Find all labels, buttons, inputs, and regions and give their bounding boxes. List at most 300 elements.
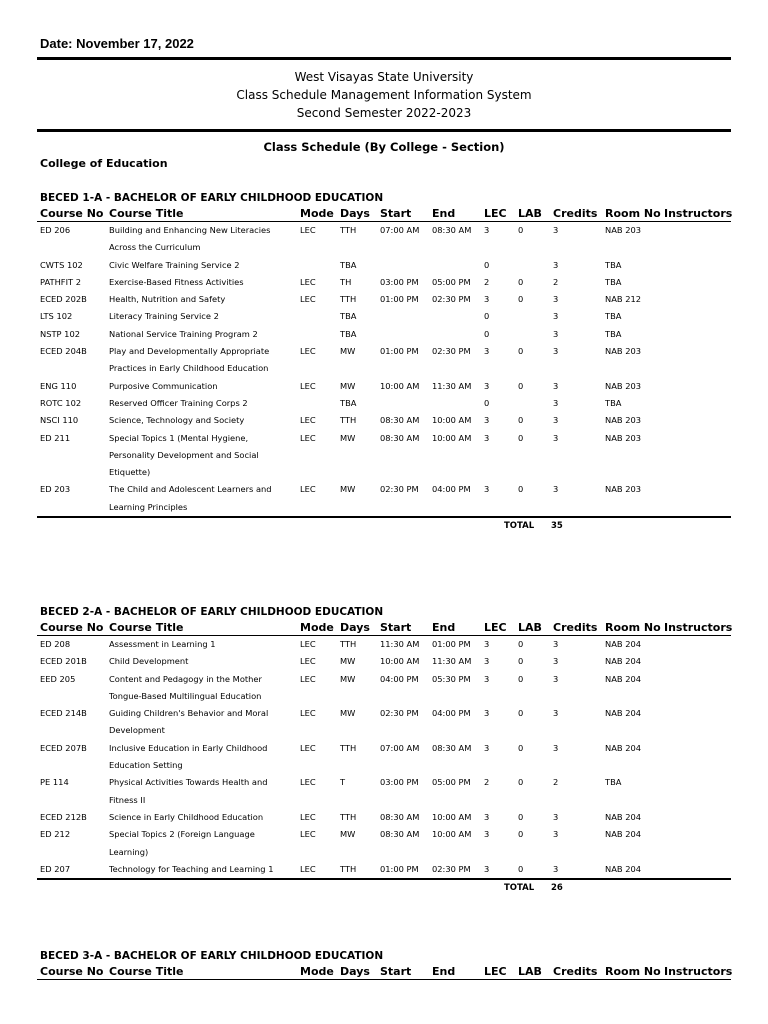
cell-course-title: Special Topics 2 (Foreign Language Learning) (109, 829, 255, 857)
column-header-course-no: Course No (37, 205, 106, 222)
cell-days: TTH (340, 742, 357, 753)
cell-instructors (661, 809, 731, 826)
cell-start: 08:30 AM (380, 811, 420, 822)
cell-days: TBA (340, 397, 357, 408)
total-credits: 26 (551, 883, 563, 894)
cell-days: TBA (340, 259, 357, 270)
cell-mode: LEC (300, 673, 316, 684)
cell-end: 10:00 AM (432, 811, 472, 822)
table-row (37, 705, 731, 740)
cell-course-title: National Service Training Program 2 (109, 328, 258, 339)
cell-course-no: ECED 212B (40, 811, 87, 822)
cell-days: MW (340, 484, 356, 495)
cell-mode: LEC (300, 294, 316, 305)
cell-end (429, 308, 481, 325)
column-header-start: Start (377, 205, 429, 222)
cell-room-no: NAB 204 (605, 639, 642, 649)
table-header-row (37, 963, 731, 980)
cell-end: 10:00 AM (432, 432, 472, 443)
cell-room-no: TBA (605, 259, 622, 270)
cell-credits: 3 (553, 415, 559, 426)
cell-lec: 3 (484, 863, 490, 874)
cell-end (429, 326, 481, 343)
cell-credits: 3 (553, 863, 559, 874)
table-row (37, 826, 731, 861)
cell-course-no: ECED 202B (40, 294, 87, 305)
cell-mode (297, 308, 337, 325)
cell-course-no: ECED 214B (40, 708, 87, 719)
cell-course-no: NSTP 102 (40, 328, 81, 339)
cell-instructors (661, 291, 731, 308)
cell-start (377, 308, 429, 325)
column-header-lec: LEC (481, 205, 515, 222)
cell-start (377, 395, 429, 412)
cell-course-no: ED 203 (40, 484, 71, 495)
cell-mode: LEC (300, 415, 316, 426)
cell-room-no: TBA (605, 397, 622, 408)
column-header-lab: LAB (515, 619, 550, 636)
cell-lec: 3 (484, 708, 490, 719)
cell-credits: 3 (553, 397, 559, 408)
cell-end: 11:30 AM (432, 656, 472, 667)
column-header-end: End (429, 619, 481, 636)
cell-lab: 0 (518, 708, 524, 719)
cell-instructors (661, 774, 731, 809)
cell-days: TTH (340, 639, 357, 649)
cell-end: 08:30 AM (432, 225, 472, 235)
cell-start: 02:30 PM (380, 708, 419, 719)
cell-course-title: Purposive Communication (109, 380, 218, 391)
column-header-credits: Credits (550, 619, 602, 636)
column-header-lec: LEC (481, 963, 515, 980)
cell-instructors (661, 740, 731, 775)
cell-mode: LEC (300, 811, 316, 822)
cell-end: 05:30 PM (432, 673, 471, 684)
cell-lec: 0 (484, 328, 490, 339)
cell-instructors (661, 343, 731, 378)
cell-course-title: Child Development (109, 656, 189, 667)
total-row (37, 518, 731, 536)
column-header-course-title: Course Title (106, 205, 297, 222)
cell-lab: 0 (518, 742, 524, 753)
cell-start (377, 326, 429, 343)
column-header-course-no: Course No (37, 963, 106, 980)
cell-room-no: NAB 203 (605, 225, 642, 235)
column-header-instructors: Instructors (661, 619, 731, 636)
column-header-room-no: Room No (602, 963, 661, 980)
cell-lec: 3 (484, 294, 490, 305)
cell-start: 08:30 AM (380, 829, 420, 840)
cell-course-no: EED 205 (40, 673, 76, 684)
cell-room-no: NAB 204 (605, 742, 642, 753)
cell-lec: 0 (484, 311, 490, 322)
cell-room-no: TBA (605, 777, 622, 788)
cell-instructors (661, 378, 731, 395)
cell-days: MW (340, 380, 356, 391)
cell-end (429, 257, 481, 274)
cell-course-title: Inclusive Education in Early Childhood Education Setting (109, 742, 268, 771)
column-header-credits: Credits (550, 963, 602, 980)
cell-mode: LEC (300, 829, 316, 840)
cell-course-no: ENG 110 (40, 380, 77, 391)
cell-mode: LEC (300, 380, 316, 391)
report-header (37, 68, 731, 122)
cell-start: 01:00 PM (380, 346, 419, 357)
column-header-mode: Mode (297, 205, 337, 222)
cell-course-title: Technology for Teaching and Learning 1 (109, 863, 274, 874)
cell-mode: LEC (300, 639, 316, 649)
column-header-lab: LAB (515, 205, 550, 222)
cell-room-no: NAB 204 (605, 673, 642, 684)
cell-room-no: TBA (605, 311, 622, 322)
cell-course-no: NSCI 110 (40, 415, 79, 426)
schedule-table (37, 205, 731, 516)
cell-room-no: NAB 204 (605, 863, 642, 874)
cell-lab: 0 (518, 484, 524, 495)
cell-credits: 3 (553, 656, 559, 667)
table-row (37, 861, 731, 878)
cell-instructors (661, 326, 731, 343)
cell-credits: 3 (553, 259, 559, 270)
cell-course-no: ED 212 (40, 829, 71, 840)
cell-room-no: NAB 204 (605, 829, 642, 840)
cell-start: 08:30 AM (380, 432, 420, 443)
cell-days: MW (340, 673, 356, 684)
table-row (37, 740, 731, 775)
cell-credits: 3 (553, 328, 559, 339)
cell-course-title: Literacy Training Service 2 (109, 311, 219, 322)
cell-lab: 0 (518, 225, 524, 235)
cell-mode: LEC (300, 346, 316, 357)
column-header-start: Start (377, 619, 429, 636)
cell-end: 11:30 AM (432, 380, 472, 391)
cell-start: 04:00 PM (380, 673, 419, 684)
table-row (37, 671, 731, 706)
cell-credits: 2 (553, 276, 559, 287)
cell-lab: 0 (518, 294, 524, 305)
cell-room-no: NAB 203 (605, 432, 642, 443)
cell-credits: 3 (553, 432, 559, 443)
cell-lab: 0 (518, 415, 524, 426)
cell-course-title: Physical Activities Towards Health and Fitness II (109, 777, 268, 805)
cell-end: 01:00 PM (432, 639, 471, 649)
column-header-lec: LEC (481, 619, 515, 636)
cell-lec: 3 (484, 639, 490, 649)
cell-course-no: PATHFIT 2 (40, 276, 82, 287)
cell-lec: 3 (484, 829, 490, 840)
total-row (37, 880, 731, 898)
cell-lec: 3 (484, 673, 490, 684)
cell-instructors (661, 826, 731, 861)
column-header-days: Days (337, 963, 377, 980)
cell-lec: 3 (484, 380, 490, 391)
cell-course-no: CWTS 102 (40, 259, 83, 270)
table-row (37, 291, 731, 308)
schedule-section (37, 191, 731, 536)
cell-days: TTH (340, 811, 357, 822)
cell-end: 05:00 PM (432, 777, 471, 788)
table-row (37, 308, 731, 325)
cell-lab: 0 (518, 673, 524, 684)
cell-start: 07:00 AM (380, 225, 420, 235)
table-row (37, 636, 731, 654)
cell-lec: 3 (484, 346, 490, 357)
cell-room-no: NAB 212 (605, 294, 642, 305)
cell-start: 01:00 PM (380, 863, 419, 874)
cell-credits: 3 (553, 484, 559, 495)
cell-lab (515, 395, 550, 412)
cell-start: 03:00 PM (380, 276, 419, 287)
column-header-instructors: Instructors (661, 963, 731, 980)
cell-credits: 3 (553, 346, 559, 357)
cell-course-title: Science, Technology and Society (109, 415, 245, 426)
cell-lec: 2 (484, 276, 490, 287)
cell-lec: 3 (484, 811, 490, 822)
table-row (37, 653, 731, 670)
cell-instructors (661, 861, 731, 878)
report-title: Class Schedule (By College - Section) (263, 140, 505, 154)
cell-days: MW (340, 656, 356, 667)
cell-lab: 0 (518, 656, 524, 667)
section-title: BECED 1-A - BACHELOR OF EARLY CHILDHOOD EDUCATION (40, 192, 384, 204)
cell-instructors (661, 257, 731, 274)
cell-lab: 0 (518, 380, 524, 391)
cell-lec: 3 (484, 415, 490, 426)
column-header-course-no: Course No (37, 619, 106, 636)
cell-instructors (661, 481, 731, 516)
table-row (37, 395, 731, 412)
cell-lec: 0 (484, 259, 490, 270)
cell-lec: 3 (484, 225, 490, 235)
cell-mode (297, 257, 337, 274)
cell-start: 07:00 AM (380, 742, 420, 753)
cell-course-no: ECED 201B (40, 656, 87, 667)
column-header-days: Days (337, 205, 377, 222)
table-row (37, 378, 731, 395)
cell-end: 04:00 PM (432, 708, 471, 719)
cell-days: MW (340, 708, 356, 719)
cell-course-title: Play and Developmentally Appropriate Practices in Early Childhood Education (109, 346, 270, 374)
cell-room-no: NAB 203 (605, 380, 642, 391)
cell-days: TTH (340, 863, 357, 874)
cell-mode: LEC (300, 432, 316, 443)
cell-start (377, 257, 429, 274)
column-header-room-no: Room No (602, 205, 661, 222)
cell-room-no: NAB 203 (605, 415, 642, 426)
column-header-end: End (429, 205, 481, 222)
schedule-section (37, 605, 731, 898)
cell-instructors (661, 412, 731, 429)
cell-course-title: Special Topics 1 (Mental Hygiene, Personality Development and Social Etiquette) (109, 432, 259, 478)
header-bottom-rule (37, 129, 731, 132)
cell-end: 02:30 PM (432, 346, 471, 357)
cell-mode: LEC (300, 484, 316, 495)
cell-instructors (661, 671, 731, 706)
cell-lab (515, 326, 550, 343)
cell-instructors (661, 222, 731, 257)
cell-instructors (661, 395, 731, 412)
cell-days: MW (340, 346, 356, 357)
cell-credits: 3 (553, 742, 559, 753)
cell-start: 11:30 AM (380, 639, 420, 649)
cell-room-no: NAB 203 (605, 346, 642, 357)
cell-start: 03:00 PM (380, 777, 419, 788)
cell-room-no: NAB 204 (605, 811, 642, 822)
header-top-rule (37, 57, 731, 60)
university-name: West Visayas State University (294, 70, 474, 84)
cell-credits: 3 (553, 380, 559, 391)
cell-mode: LEC (300, 708, 316, 719)
cell-course-title: Civic Welfare Training Service 2 (109, 259, 240, 270)
cell-days: MW (340, 829, 356, 840)
table-header-row (37, 205, 731, 222)
cell-lec: 3 (484, 656, 490, 667)
column-header-instructors: Instructors (661, 205, 731, 222)
cell-start: 08:30 AM (380, 415, 420, 426)
column-header-course-title: Course Title (106, 963, 297, 980)
column-header-lab: LAB (515, 963, 550, 980)
cell-mode (297, 326, 337, 343)
cell-course-title: Guiding Children's Behavior and Moral Development (109, 708, 269, 736)
cell-mode: LEC (300, 225, 316, 235)
cell-end: 04:00 PM (432, 484, 471, 495)
cell-course-no: ECED 207B (40, 742, 87, 753)
cell-lab: 0 (518, 276, 524, 287)
cell-days: TTH (340, 225, 357, 235)
cell-end: 02:30 PM (432, 294, 471, 305)
column-header-mode: Mode (297, 963, 337, 980)
cell-credits: 3 (553, 829, 559, 840)
column-header-mode: Mode (297, 619, 337, 636)
semester: Second Semester 2022-2023 (296, 106, 472, 120)
cell-instructors (661, 636, 731, 654)
report-date: Date: November 17, 2022 (40, 36, 194, 51)
column-header-start: Start (377, 963, 429, 980)
cell-room-no: NAB 204 (605, 708, 642, 719)
cell-instructors (661, 430, 731, 482)
column-header-days: Days (337, 619, 377, 636)
column-header-end: End (429, 963, 481, 980)
cell-start: 10:00 AM (380, 380, 420, 391)
cell-end: 08:30 AM (432, 742, 472, 753)
total-label: TOTAL (504, 521, 535, 532)
cell-instructors (661, 705, 731, 740)
cell-end (429, 395, 481, 412)
cell-course-no: LTS 102 (40, 311, 73, 322)
cell-credits: 3 (553, 294, 559, 305)
table-row (37, 481, 731, 516)
table-row (37, 343, 731, 378)
cell-start: 02:30 PM (380, 484, 419, 495)
cell-lab: 0 (518, 829, 524, 840)
cell-lec: 2 (484, 777, 490, 788)
cell-lec: 0 (484, 397, 490, 408)
cell-end: 02:30 PM (432, 863, 471, 874)
cell-credits: 3 (553, 708, 559, 719)
cell-credits: 3 (553, 639, 559, 649)
cell-room-no: TBA (605, 328, 622, 339)
cell-course-no: ED 206 (40, 225, 71, 235)
cell-course-title: Reserved Officer Training Corps 2 (109, 397, 248, 408)
cell-course-title: Science in Early Childhood Education (109, 811, 264, 822)
cell-instructors (661, 308, 731, 325)
table-row (37, 774, 731, 809)
cell-lab (515, 308, 550, 325)
cell-end: 10:00 AM (432, 415, 472, 426)
cell-lab: 0 (518, 863, 524, 874)
cell-course-no: ECED 204B (40, 346, 87, 357)
cell-mode: LEC (300, 656, 316, 667)
cell-days: MW (340, 432, 356, 443)
cell-lec: 3 (484, 432, 490, 443)
cell-course-no: ED 211 (40, 432, 71, 443)
cell-lab: 0 (518, 639, 524, 649)
cell-room-no: NAB 204 (605, 656, 642, 667)
cell-lab: 0 (518, 432, 524, 443)
total-label: TOTAL (504, 883, 535, 894)
cell-days: TBA (340, 328, 357, 339)
table-row (37, 222, 731, 257)
column-header-course-title: Course Title (106, 619, 297, 636)
schedule-table (37, 619, 731, 878)
college-name: College of Education (40, 157, 168, 170)
system-name: Class Schedule Management Information System (236, 88, 532, 102)
cell-instructors (661, 274, 731, 291)
cell-credits: 3 (553, 673, 559, 684)
cell-course-no: ED 207 (40, 863, 71, 874)
column-header-credits: Credits (550, 205, 602, 222)
schedule-table (37, 963, 731, 980)
cell-course-title: Assessment in Learning 1 (109, 639, 216, 649)
cell-room-no: TBA (605, 276, 622, 287)
cell-mode: LEC (300, 777, 316, 788)
cell-end: 05:00 PM (432, 276, 471, 287)
cell-days: TBA (340, 311, 357, 322)
cell-credits: 3 (553, 311, 559, 322)
cell-course-title: The Child and Adolescent Learners and Learning Principles (109, 484, 272, 512)
table-row (37, 809, 731, 826)
cell-lab: 0 (518, 777, 524, 788)
section-title: BECED 3-A - BACHELOR OF EARLY CHILDHOOD EDUCATION (40, 950, 384, 962)
table-row (37, 430, 731, 482)
cell-instructors (661, 653, 731, 670)
cell-lab: 0 (518, 811, 524, 822)
schedule-section (37, 949, 731, 980)
cell-start: 10:00 AM (380, 656, 420, 667)
cell-days: TTH (340, 294, 357, 305)
cell-lab (515, 257, 550, 274)
cell-credits: 2 (553, 777, 559, 788)
table-row (37, 412, 731, 429)
cell-mode: LEC (300, 742, 316, 753)
cell-room-no: NAB 203 (605, 484, 642, 495)
table-row (37, 274, 731, 291)
table-row (37, 326, 731, 343)
column-header-room-no: Room No (602, 619, 661, 636)
cell-lec: 3 (484, 484, 490, 495)
cell-mode (297, 395, 337, 412)
cell-mode: LEC (300, 863, 316, 874)
cell-lec: 3 (484, 742, 490, 753)
cell-course-title: Exercise-Based Fitness Activities (109, 276, 244, 287)
cell-mode: LEC (300, 276, 316, 287)
cell-end: 10:00 AM (432, 829, 472, 840)
cell-lab: 0 (518, 346, 524, 357)
cell-course-title: Content and Pedagogy in the Mother Tongue-Based Multilingual Education (109, 673, 262, 701)
table-row (37, 257, 731, 274)
cell-start: 01:00 PM (380, 294, 419, 305)
cell-days: TH (340, 276, 352, 287)
